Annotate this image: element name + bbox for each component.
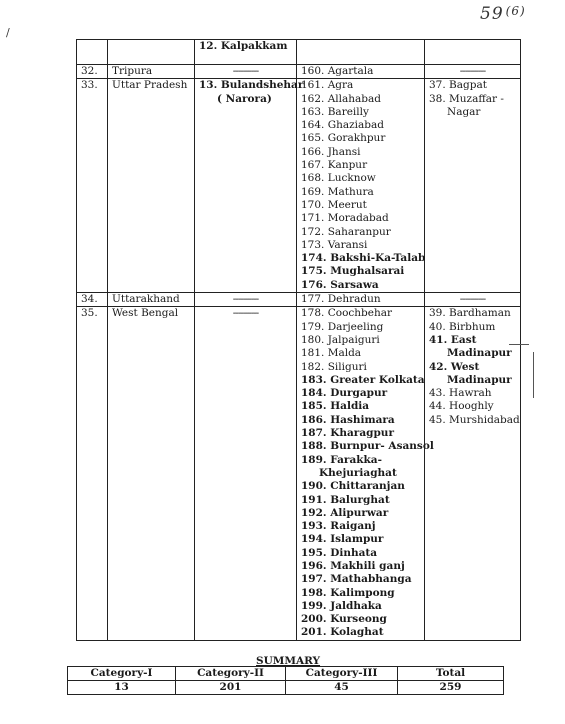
- summary-table: [67, 666, 504, 695]
- cell-cat1: [195, 307, 297, 641]
- cell-cat3: [425, 293, 521, 307]
- list-item: Madinapur: [447, 373, 512, 386]
- summary-value: 201: [176, 681, 286, 695]
- list-item: 40. Birbhum: [429, 320, 496, 333]
- list-item: 39. Bardhaman: [429, 307, 511, 320]
- cell-cat3: [425, 79, 521, 293]
- table-row: [77, 40, 521, 65]
- cell-list: [301, 307, 434, 639]
- margin-bracket: [525, 352, 534, 398]
- table-row: [77, 293, 521, 307]
- list-item: 191. Balurghat: [301, 493, 390, 506]
- list-item: 199. Jaldhaka: [301, 599, 382, 612]
- cell-state: Uttar Pradesh: [108, 79, 195, 293]
- list-item: 168. Lucknow: [301, 172, 376, 185]
- summary-value-row: [68, 681, 504, 695]
- list-item: 201. Kolaghat: [301, 626, 384, 639]
- margin-stroke: [509, 344, 529, 345]
- list-item: ( Narora): [217, 92, 272, 105]
- list-item: 200. Kurseong: [301, 613, 387, 626]
- list-item: 194. Islampur: [301, 533, 384, 546]
- list-item: 38. Muzaffar -: [429, 92, 504, 105]
- list-item: 163. Bareilly: [301, 105, 369, 118]
- cell-cat3: [425, 307, 521, 641]
- list-item: 172. Saharanpur: [301, 225, 391, 238]
- list-item: 189. Farakka-: [301, 453, 382, 466]
- list-item: 185. Haldia: [301, 400, 370, 413]
- list-item: 190. Chittaranjan: [301, 480, 405, 493]
- list-item: Madinapur: [447, 347, 512, 360]
- cell-list: [301, 79, 426, 292]
- cell-cat2: [297, 79, 425, 293]
- cell-serial: 35.: [77, 307, 108, 641]
- list-item: Khejuriaghat: [319, 466, 397, 479]
- cell-list: [429, 307, 520, 427]
- list-item: 186. Hashimara: [301, 413, 395, 426]
- list-item: 178. Coochbehar: [301, 307, 393, 320]
- cell-cat1: [195, 79, 304, 293]
- cell-list: [429, 79, 516, 119]
- list-item: 171. Moradabad: [301, 212, 389, 225]
- page-number: 59 $^{(6)}$: [480, 4, 526, 24]
- list-item: 187. Kharagpur: [301, 427, 394, 440]
- list-item: 44. Hooghly: [429, 400, 494, 413]
- list-item: 174. Bakshi-Ka-Talab: [301, 252, 426, 265]
- cell-cat2: [297, 65, 425, 79]
- summary-header-row: [68, 667, 504, 681]
- list-item: 196. Makhili ganj: [301, 559, 405, 572]
- corner-mark: /: [6, 26, 10, 39]
- list-item: 198. Kalimpong: [301, 586, 395, 599]
- summary-header: Category-II: [176, 667, 286, 681]
- list-item: 161. Agra: [301, 79, 354, 92]
- summary-value: 259: [398, 681, 504, 695]
- list-item: 184. Durgapur: [301, 387, 388, 400]
- summary-header: Total: [398, 667, 504, 681]
- cell-cat2: [297, 307, 434, 641]
- list-item: 170. Meerut: [301, 198, 367, 211]
- list-item: 169. Mathura: [301, 185, 374, 198]
- cell-state: Uttarakhand: [108, 293, 195, 307]
- list-item: 173. Varansi: [301, 238, 368, 251]
- cell-cat3: [425, 65, 521, 79]
- list-item: 162. Allahabad: [301, 92, 382, 105]
- list-item: 13. Bulandshehar: [199, 79, 304, 92]
- list-item: 182. Siliguri: [301, 360, 367, 373]
- summary-header: Category-III: [286, 667, 398, 681]
- cell-state: Tripura: [108, 65, 195, 79]
- list-item: 181. Malda: [301, 347, 362, 360]
- list-item: 176. Sarsawa: [301, 278, 379, 291]
- list-item: Nagar: [447, 105, 481, 118]
- empty-dash: ----------: [459, 65, 486, 77]
- empty-dash: ----------: [232, 65, 259, 77]
- list-item: 45. Murshidabad: [429, 413, 520, 426]
- list-item: 165. Gorakhpur: [301, 132, 386, 145]
- list-item: 166. Jhansi: [301, 145, 361, 158]
- summary-value: 45: [286, 681, 398, 695]
- cell-serial: 33.: [77, 79, 108, 293]
- table-row: [77, 307, 521, 641]
- city-category-table: [76, 39, 521, 641]
- list-item: 175. Mughalsarai: [301, 265, 405, 278]
- list-item: 43. Hawrah: [429, 387, 492, 400]
- cell-list: [301, 65, 420, 78]
- cell-cat1: [195, 293, 297, 307]
- list-item: 188. Burnpur- Asansol: [301, 440, 434, 453]
- list-item: 42. West: [429, 360, 480, 373]
- cell-cat2: [297, 293, 425, 307]
- list-item: 177. Dehradun: [301, 293, 381, 306]
- cell-serial: 34.: [77, 293, 108, 307]
- list-item: 164. Ghaziabad: [301, 119, 384, 132]
- cell-state: West Bengal: [108, 307, 195, 641]
- list-item: 37. Bagpat: [429, 79, 487, 92]
- cell-serial: 32.: [77, 65, 108, 79]
- table-row: [77, 79, 521, 293]
- cell-cat1: 12. Kalpakkam: [195, 40, 297, 65]
- list-item: 179. Darjeeling: [301, 320, 384, 333]
- summary-title: SUMMARY: [256, 655, 321, 667]
- cell-list: [301, 293, 420, 306]
- list-item: 197. Mathabhanga: [301, 573, 412, 586]
- cell-cat1: [195, 65, 297, 79]
- summary-header: Category-I: [68, 667, 176, 681]
- list-item: 193. Raiganj: [301, 520, 376, 533]
- table-row: [77, 65, 521, 79]
- list-item: 183. Greater Kolkata: [301, 373, 425, 386]
- empty-dash: ----------: [232, 307, 259, 320]
- list-item: 41. East: [429, 333, 477, 346]
- list-item: 160. Agartala: [301, 65, 374, 77]
- list-item: 167. Kanpur: [301, 159, 368, 172]
- empty-dash: ----------: [232, 293, 259, 306]
- list-item: 192. Alipurwar: [301, 506, 389, 519]
- cell-list: [199, 79, 304, 106]
- list-item: 195. Dinhata: [301, 546, 378, 559]
- summary-value: 13: [68, 681, 176, 695]
- list-item: 180. Jalpaiguri: [301, 333, 380, 346]
- empty-dash: ----------: [459, 293, 486, 306]
